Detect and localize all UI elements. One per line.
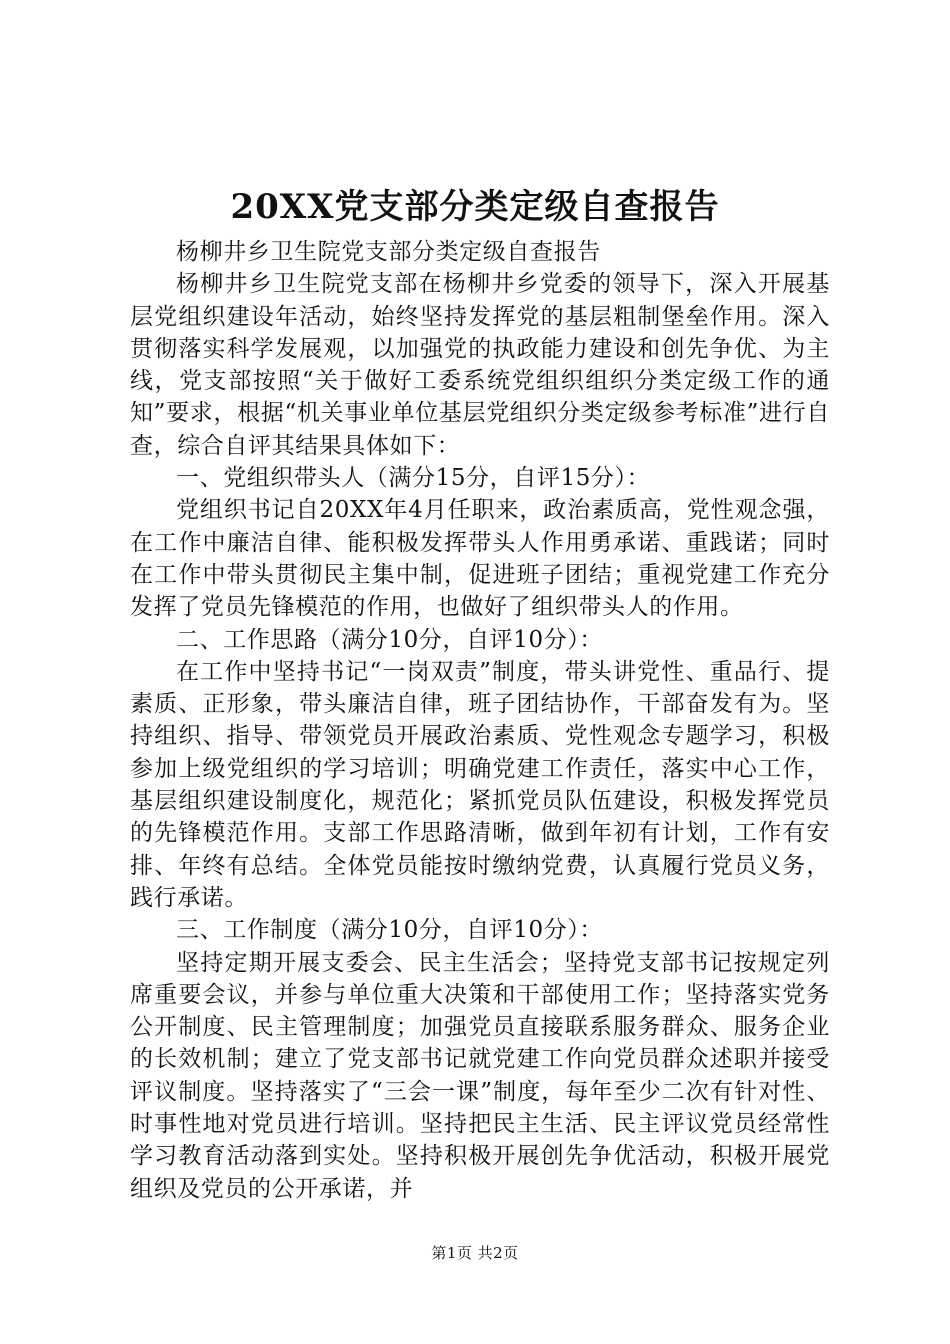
section-heading-2: 二、工作思路（满分10分，自评10分）： (176, 626, 604, 653)
paragraph-section-3: 坚持定期开展支委会、民主生活会；坚持党支部书记按规定列席重要会议，并参与单位重大决策和干部使用工作；坚持落实党务公开制度、民主管理制度；加强党员直接联系服务群众、服务企业的长效机制；建立了党支部书记就党建工作向党员群众述职并接受评议制度。坚持落实了“三会一课”制度，每年至少二次有针对性、时事性地对党员进行培训。坚持把民主生活、民主评议党员经常性学习教育活动落到实处。坚持积极开展创先争优活动，积极开展党组织及党员的公开承诺，并 (130, 949, 830, 1202)
section-heading-3: 三、工作制度（满分10分，自评10分）： (176, 917, 604, 944)
document-body (130, 236, 830, 1205)
paragraph-section-2: 在工作中坚持书记“一岗双责”制度，带头讲党性、重品行、提素质、正形象，带头廉洁自律，班子团结协作，干部奋发有为。坚持组织、指导、带领党员开展政治素质、党性观念专题学习，积极参加上级党组织的学习培训；明确党建工作责任，落实中心工作，基层组织建设制度化，规范化；紧抓党员队伍建设，积极发挥党员的先锋模范作用。支部工作思路清晰，做到年初有计划，工作有安排、年终有总结。全体党员能按时缴纳党费，认真履行党员义务，践行承诺。 (130, 658, 830, 911)
paragraph-section-1: 党组织书记自20XX年4月任职来，政治素质高，党性观念强，在工作中廉洁自律、能积极发挥带头人作用勇承诺、重践诺；同时在工作中带头贯彻民主集中制，促进班子团结；重视党建工作充分发挥了党员先锋模范的作用，也做好了组织带头人的作用。 (130, 497, 830, 621)
page-footer: 第1页 共2页 (431, 1244, 519, 1262)
document-title: 20XX党支部分类定级自查报告 (230, 187, 720, 227)
paragraph-intro: 杨柳井乡卫生院党支部在杨柳井乡党委的领导下，深入开展基层党组织建设年活动，始终坚持发挥党的基层粗制堡垒作用。深入贯彻落实科学发展观，以加强党的执政能力建设和创先争优、为主线，党支部按照“关于做好工委系统党组织组织分类定级工作的通知”要求，根据“机关事业单位基层党组织分类定级参考标准”进行自查，综合自评其结果具体如下： (130, 271, 830, 459)
paragraph-subtitle: 杨柳井乡卫生院党支部分类定级自查报告 (176, 239, 601, 265)
section-heading-1: 一、党组织带头人（满分15分，自评15分）： (176, 465, 651, 492)
